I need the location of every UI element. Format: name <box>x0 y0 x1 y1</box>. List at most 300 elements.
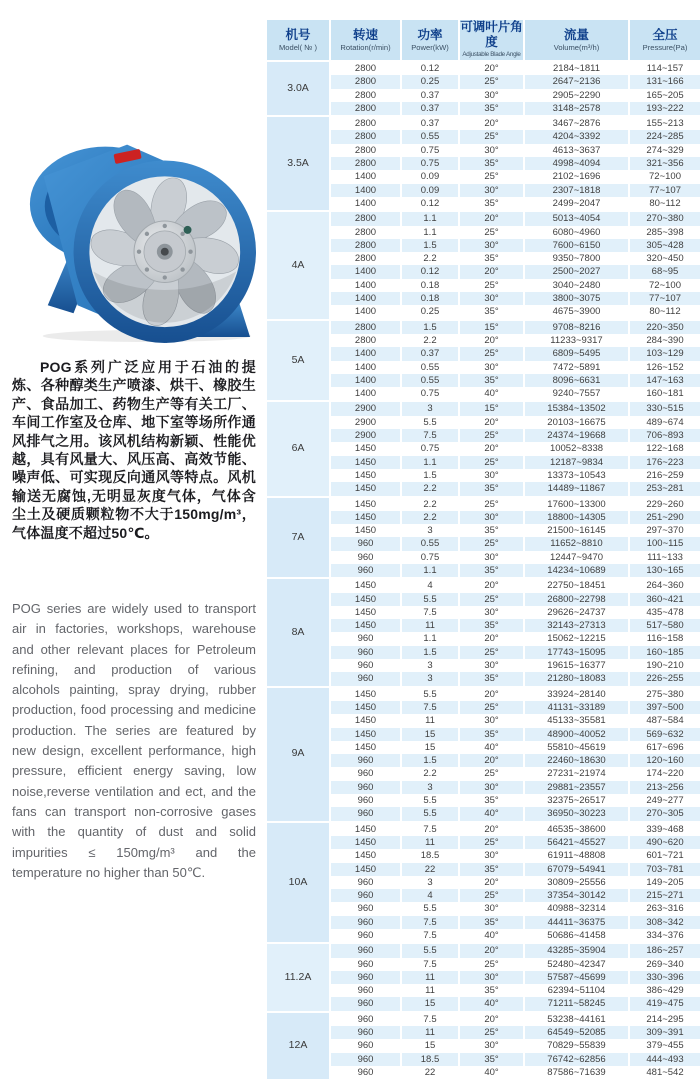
spec-cell: 5.5 <box>400 794 458 807</box>
table-row <box>267 115 700 130</box>
spec-cell: 25° <box>458 496 523 511</box>
spec-cell: 601~721 <box>628 849 700 862</box>
spec-cell: 111~133 <box>628 551 700 564</box>
table-row <box>267 239 700 252</box>
spec-cell: 960 <box>329 672 400 685</box>
spec-cell: 0.75 <box>400 157 458 170</box>
table-row <box>267 416 700 429</box>
header-model-zh: 机号 <box>285 27 311 42</box>
table-row <box>267 821 700 836</box>
spec-cell: 68~95 <box>628 265 700 278</box>
header-pressure <box>628 20 700 62</box>
spec-cell: 149~205 <box>628 876 700 889</box>
spec-cell: 15 <box>400 997 458 1010</box>
spec-cell: 35° <box>458 1053 523 1066</box>
spec-cell: 20° <box>458 754 523 767</box>
spec-cell: 35° <box>458 916 523 929</box>
spec-cell: 15 <box>400 728 458 741</box>
spec-cell: 25° <box>458 836 523 849</box>
spec-cell: 80~112 <box>628 305 700 318</box>
table-row <box>267 265 700 278</box>
spec-cell: 26800~22798 <box>523 593 628 606</box>
table-header <box>267 20 700 62</box>
spec-cell: 190~210 <box>628 659 700 672</box>
table-row <box>267 210 700 225</box>
spec-cell: 3040~2480 <box>523 279 628 292</box>
spec-cell: 165~205 <box>628 89 700 102</box>
header-volume-en: Volume(m³/h) <box>553 42 600 52</box>
spec-cell: 4675~3900 <box>523 305 628 318</box>
spec-cell: 5.5 <box>400 686 458 701</box>
table-row <box>267 836 700 849</box>
model-cell: 9A <box>267 686 329 821</box>
spec-cell: 43285~35904 <box>523 942 628 957</box>
spec-cell: 48900~40052 <box>523 728 628 741</box>
table-row <box>267 400 700 415</box>
table-row <box>267 551 700 564</box>
spec-cell: 216~259 <box>628 469 700 482</box>
spec-cell: 960 <box>329 942 400 957</box>
spec-cell: 77~107 <box>628 184 700 197</box>
spec-cell: 22 <box>400 1066 458 1079</box>
spec-cell: 62394~51104 <box>523 984 628 997</box>
spec-cell: 30° <box>458 89 523 102</box>
table-row <box>267 686 700 701</box>
spec-cell: 1450 <box>329 442 400 455</box>
spec-cell: 80~112 <box>628 197 700 210</box>
specification-table <box>267 20 700 1079</box>
spec-cell: 18.5 <box>400 1053 458 1066</box>
spec-cell: 481~542 <box>628 1066 700 1079</box>
spec-cell: 14234~10689 <box>523 564 628 577</box>
spec-cell: 8096~6631 <box>523 374 628 387</box>
table-row <box>267 1011 700 1026</box>
table-row <box>267 863 700 876</box>
spec-cell: 7472~5891 <box>523 361 628 374</box>
spec-cell: 25° <box>458 130 523 143</box>
table-row <box>267 632 700 645</box>
spec-cell: 214~295 <box>628 1011 700 1026</box>
left-column <box>0 0 262 1076</box>
model-cell: 5A <box>267 319 329 401</box>
spec-cell: 35° <box>458 305 523 318</box>
spec-cell: 100~115 <box>628 537 700 550</box>
spec-cell: 160~185 <box>628 646 700 659</box>
model-cell: 6A <box>267 400 329 495</box>
spec-cell: 11 <box>400 619 458 632</box>
spec-cell: 14489~11867 <box>523 482 628 495</box>
table-row <box>267 754 700 767</box>
spec-cell: 30° <box>458 1039 523 1052</box>
spec-cell: 25° <box>458 593 523 606</box>
spec-cell: 5.5 <box>400 902 458 915</box>
header-power <box>400 20 458 62</box>
table-row <box>267 889 700 902</box>
spec-cell: 13373~10543 <box>523 469 628 482</box>
table-row <box>267 456 700 469</box>
model-cell: 12A <box>267 1011 329 1079</box>
spec-cell: 489~674 <box>628 416 700 429</box>
table-row <box>267 577 700 592</box>
table-row <box>267 741 700 754</box>
spec-cell: 35° <box>458 524 523 537</box>
spec-cell: 249~277 <box>628 794 700 807</box>
spec-cell: 72~100 <box>628 170 700 183</box>
spec-cell: 270~380 <box>628 210 700 225</box>
spec-cell: 1.5 <box>400 239 458 252</box>
spec-cell: 36950~30223 <box>523 807 628 820</box>
spec-cell: 25° <box>458 279 523 292</box>
axial-fan-illustration <box>18 92 256 344</box>
spec-cell: 7.5 <box>400 916 458 929</box>
spec-cell: 2800 <box>329 334 400 347</box>
header-volume-zh: 流量 <box>563 27 589 42</box>
spec-cell: 20° <box>458 876 523 889</box>
spec-cell: 20° <box>458 632 523 645</box>
spec-cell: 7600~6150 <box>523 239 628 252</box>
spec-cell: 20° <box>458 442 523 455</box>
spec-cell: 67079~54941 <box>523 863 628 876</box>
spec-cell: 960 <box>329 876 400 889</box>
spec-cell: 25° <box>458 537 523 550</box>
spec-cell: 21280~18083 <box>523 672 628 685</box>
spec-cell: 25° <box>458 170 523 183</box>
spec-cell: 35° <box>458 157 523 170</box>
spec-cell: 35° <box>458 728 523 741</box>
spec-cell: 25° <box>458 226 523 239</box>
spec-cell: 45133~35581 <box>523 714 628 727</box>
spec-cell: 35° <box>458 619 523 632</box>
table-row <box>267 971 700 984</box>
spec-cell: 305~428 <box>628 239 700 252</box>
spec-cell: 44411~36375 <box>523 916 628 929</box>
spec-cell: 30809~25556 <box>523 876 628 889</box>
spec-cell: 22750~18451 <box>523 577 628 592</box>
spec-cell: 0.55 <box>400 130 458 143</box>
spec-cell: 1450 <box>329 701 400 714</box>
spec-cell: 147~163 <box>628 374 700 387</box>
table-row <box>267 429 700 442</box>
spec-cell: 155~213 <box>628 115 700 130</box>
spec-cell: 309~391 <box>628 1026 700 1039</box>
spec-cell: 229~260 <box>628 496 700 511</box>
spec-cell: 339~468 <box>628 821 700 836</box>
spec-cell: 308~342 <box>628 916 700 929</box>
spec-cell: 960 <box>329 1066 400 1079</box>
spec-cell: 35° <box>458 672 523 685</box>
spec-cell: 960 <box>329 537 400 550</box>
table-row <box>267 279 700 292</box>
spec-cell: 7.5 <box>400 929 458 942</box>
specification-table-wrap <box>267 20 700 1079</box>
spec-cell: 960 <box>329 916 400 929</box>
spec-cell: 960 <box>329 781 400 794</box>
spec-cell: 0.25 <box>400 305 458 318</box>
spec-cell: 15 <box>400 1039 458 1052</box>
spec-cell: 20° <box>458 334 523 347</box>
spec-cell: 35° <box>458 984 523 997</box>
spec-cell: 7.5 <box>400 821 458 836</box>
spec-cell: 960 <box>329 997 400 1010</box>
fan-product-image <box>18 92 256 344</box>
spec-cell: 0.55 <box>400 374 458 387</box>
spec-cell: 2800 <box>329 210 400 225</box>
spec-cell: 64549~52085 <box>523 1026 628 1039</box>
spec-cell: 1400 <box>329 347 400 360</box>
spec-cell: 2800 <box>329 226 400 239</box>
spec-cell: 960 <box>329 794 400 807</box>
spec-cell: 1450 <box>329 496 400 511</box>
spec-cell: 7.5 <box>400 429 458 442</box>
spec-cell: 53238~44161 <box>523 1011 628 1026</box>
spec-cell: 5013~4054 <box>523 210 628 225</box>
spec-cell: 11 <box>400 971 458 984</box>
spec-cell: 193~222 <box>628 102 700 115</box>
spec-cell: 27231~21974 <box>523 767 628 780</box>
spec-cell: 435~478 <box>628 606 700 619</box>
table-row <box>267 606 700 619</box>
spec-cell: 706~893 <box>628 429 700 442</box>
spec-cell: 360~421 <box>628 593 700 606</box>
spec-cell: 1.5 <box>400 754 458 767</box>
spec-cell: 2.2 <box>400 496 458 511</box>
table-row <box>267 89 700 102</box>
spec-cell: 37354~30142 <box>523 889 628 902</box>
table-body <box>267 62 700 1079</box>
spec-cell: 76742~62856 <box>523 1053 628 1066</box>
spec-cell: 1.1 <box>400 456 458 469</box>
spec-cell: 6080~4960 <box>523 226 628 239</box>
spec-cell: 35° <box>458 564 523 577</box>
spec-cell: 270~305 <box>628 807 700 820</box>
spec-cell: 2800 <box>329 75 400 88</box>
spec-cell: 960 <box>329 659 400 672</box>
spec-cell: 960 <box>329 971 400 984</box>
table-row <box>267 767 700 780</box>
spec-cell: 2800 <box>329 115 400 130</box>
spec-cell: 25° <box>458 889 523 902</box>
spec-cell: 960 <box>329 1026 400 1039</box>
spec-cell: 2647~2136 <box>523 75 628 88</box>
spec-cell: 1400 <box>329 292 400 305</box>
table-row <box>267 130 700 143</box>
spec-cell: 1450 <box>329 456 400 469</box>
table-row <box>267 319 700 334</box>
spec-cell: 0.37 <box>400 115 458 130</box>
spec-cell: 703~781 <box>628 863 700 876</box>
spec-cell: 0.37 <box>400 102 458 115</box>
spec-cell: 25° <box>458 958 523 971</box>
model-cell: 11.2A <box>267 942 329 1010</box>
spec-cell: 1450 <box>329 836 400 849</box>
spec-cell: 284~390 <box>628 334 700 347</box>
spec-cell: 1450 <box>329 511 400 524</box>
spec-cell: 0.12 <box>400 265 458 278</box>
spec-cell: 0.12 <box>400 197 458 210</box>
spec-cell: 0.09 <box>400 184 458 197</box>
spec-cell: 20° <box>458 942 523 957</box>
spec-cell: 71211~58245 <box>523 997 628 1010</box>
model-cell: 8A <box>267 577 329 685</box>
spec-cell: 2800 <box>329 130 400 143</box>
spec-cell: 3 <box>400 876 458 889</box>
spec-cell: 3148~2578 <box>523 102 628 115</box>
spec-cell: 1.1 <box>400 632 458 645</box>
spec-cell: 960 <box>329 902 400 915</box>
spec-cell: 960 <box>329 807 400 820</box>
table-row <box>267 714 700 727</box>
table-row <box>267 1053 700 1066</box>
spec-cell: 7.5 <box>400 701 458 714</box>
spec-cell: 25° <box>458 75 523 88</box>
spec-cell: 25° <box>458 701 523 714</box>
spec-cell: 1450 <box>329 728 400 741</box>
spec-cell: 3467~2876 <box>523 115 628 130</box>
spec-cell: 334~376 <box>628 929 700 942</box>
table-row <box>267 984 700 997</box>
spec-cell: 0.25 <box>400 75 458 88</box>
spec-cell: 3 <box>400 524 458 537</box>
spec-cell: 1400 <box>329 197 400 210</box>
spec-cell: 87586~71639 <box>523 1066 628 1079</box>
spec-cell: 1450 <box>329 741 400 754</box>
table-row <box>267 781 700 794</box>
spec-cell: 960 <box>329 929 400 942</box>
header-volume <box>523 20 628 62</box>
table-row <box>267 958 700 971</box>
spec-cell: 25° <box>458 347 523 360</box>
table-row <box>267 469 700 482</box>
spec-cell: 320~450 <box>628 252 700 265</box>
spec-cell: 264~360 <box>628 577 700 592</box>
spec-cell: 11 <box>400 836 458 849</box>
table-row <box>267 157 700 170</box>
spec-cell: 33924~28140 <box>523 686 628 701</box>
spec-cell: 30° <box>458 361 523 374</box>
table-row <box>267 849 700 862</box>
spec-cell: 960 <box>329 958 400 971</box>
spec-cell: 22 <box>400 863 458 876</box>
spec-cell: 490~620 <box>628 836 700 849</box>
spec-cell: 253~281 <box>628 482 700 495</box>
spec-cell: 330~396 <box>628 971 700 984</box>
spec-cell: 7.5 <box>400 1011 458 1026</box>
spec-cell: 25° <box>458 456 523 469</box>
table-row <box>267 170 700 183</box>
spec-cell: 20103~16675 <box>523 416 628 429</box>
spec-cell: 960 <box>329 767 400 780</box>
spec-cell: 35° <box>458 102 523 115</box>
spec-cell: 72~100 <box>628 279 700 292</box>
spec-cell: 176~223 <box>628 456 700 469</box>
table-row <box>267 482 700 495</box>
spec-cell: 30° <box>458 184 523 197</box>
table-row <box>267 511 700 524</box>
table-row <box>267 361 700 374</box>
spec-cell: 960 <box>329 564 400 577</box>
spec-cell: 46535~38600 <box>523 821 628 836</box>
spec-cell: 2800 <box>329 252 400 265</box>
header-power-en: Power(kW) <box>411 42 449 52</box>
spec-cell: 29881~23557 <box>523 781 628 794</box>
spec-cell: 0.37 <box>400 89 458 102</box>
spec-cell: 1450 <box>329 469 400 482</box>
spec-cell: 70829~55839 <box>523 1039 628 1052</box>
english-description: POG series are widely used to transport air in factories, workshops, warehouse and other relevant places for Petroleum refining, and production of various alcohols painting, spray drying, rubber production, food processing and medicine production. The series are featured by new design, excellent performance, high pressure, efficient energy saving, low noise,reverse ventilation and ect, and the fans can transport non-corrosive gases with the quantity of dust and solid impurities ≤ 150mg/m³ and the temperature no higher than 50℃. <box>12 601 256 880</box>
spec-cell: 487~584 <box>628 714 700 727</box>
header-pressure-en: Pressure(Pa) <box>642 42 688 52</box>
table-row <box>267 619 700 632</box>
spec-cell: 1450 <box>329 524 400 537</box>
spec-cell: 444~493 <box>628 1053 700 1066</box>
model-cell: 3.5A <box>267 115 329 210</box>
spec-cell: 1450 <box>329 686 400 701</box>
table-row <box>267 1066 700 1079</box>
spec-cell: 56421~45527 <box>523 836 628 849</box>
spec-cell: 17600~13300 <box>523 496 628 511</box>
spec-cell: 2800 <box>329 157 400 170</box>
spec-cell: 186~257 <box>628 942 700 957</box>
spec-cell: 15° <box>458 319 523 334</box>
table-row <box>267 701 700 714</box>
spec-cell: 30° <box>458 292 523 305</box>
header-power-zh: 功率 <box>417 27 443 42</box>
spec-cell: 0.75 <box>400 442 458 455</box>
spec-cell: 2500~2027 <box>523 265 628 278</box>
spec-cell: 30° <box>458 902 523 915</box>
spec-cell: 2.2 <box>400 482 458 495</box>
spec-cell: 35° <box>458 374 523 387</box>
spec-cell: 12447~9470 <box>523 551 628 564</box>
table-row <box>267 916 700 929</box>
spec-cell: 2800 <box>329 102 400 115</box>
spec-cell: 297~370 <box>628 524 700 537</box>
spec-cell: 32143~27313 <box>523 619 628 632</box>
spec-cell: 1400 <box>329 361 400 374</box>
spec-cell: 131~166 <box>628 75 700 88</box>
spec-cell: 2184~1811 <box>523 62 628 75</box>
spec-cell: 1450 <box>329 821 400 836</box>
spec-cell: 0.09 <box>400 170 458 183</box>
spec-cell: 1450 <box>329 482 400 495</box>
spec-cell: 20° <box>458 821 523 836</box>
spec-cell: 275~380 <box>628 686 700 701</box>
spec-cell: 29626~24737 <box>523 606 628 619</box>
spec-cell: 52480~42347 <box>523 958 628 971</box>
spec-cell: 960 <box>329 1053 400 1066</box>
header-model <box>267 20 329 62</box>
spec-cell: 11233~9317 <box>523 334 628 347</box>
spec-cell: 41131~33189 <box>523 701 628 714</box>
spec-cell: 4204~3392 <box>523 130 628 143</box>
spec-cell: 5.5 <box>400 807 458 820</box>
spec-cell: 1450 <box>329 714 400 727</box>
spec-cell: 569~632 <box>628 728 700 741</box>
table-row <box>267 144 700 157</box>
spec-cell: 20° <box>458 210 523 225</box>
table-row <box>267 929 700 942</box>
spec-cell: 77~107 <box>628 292 700 305</box>
spec-cell: 40° <box>458 1066 523 1079</box>
spec-cell: 21500~16145 <box>523 524 628 537</box>
spec-cell: 24374~19668 <box>523 429 628 442</box>
spec-cell: 2800 <box>329 239 400 252</box>
table-row <box>267 537 700 550</box>
spec-cell: 960 <box>329 754 400 767</box>
spec-cell: 1.5 <box>400 646 458 659</box>
spec-cell: 1.1 <box>400 564 458 577</box>
spec-cell: 960 <box>329 551 400 564</box>
